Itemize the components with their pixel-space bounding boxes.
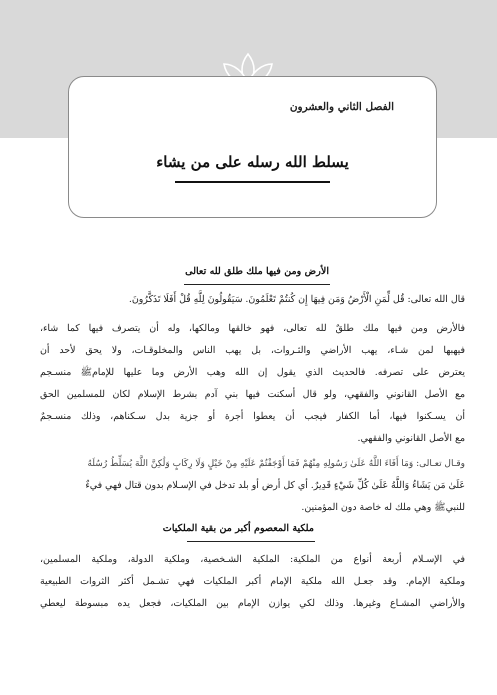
paragraph-line: في الإسـلام أربعة أنواع من الملكية: الملكية الشـخصية، وملكية الدولة، وملكية المسلمين، (40, 554, 465, 565)
paragraph-line: فيهبها لمن شـاء، يهب الأراضي والثـروات، بل يهب الناس والمخلوقـات، ولا يحق لأحد أن (40, 345, 465, 356)
chapter-header-box (68, 76, 437, 218)
section-heading-underline (184, 284, 330, 285)
paragraph-line: والأراضي المشـاع وغيرها. وذلك لكي يوازن الإمام بين الملكيات، فجعل يده مبسوطة ليعطي (40, 598, 465, 609)
paragraph-line: يعترض على تصرفه. فالحديث الذي يقول إن الله وهب الأرض وما عليها للإمامﷺ منسـجم (40, 367, 465, 378)
paragraph-line: فالأرض ومن فيها ملك طلقٌ لله تعالى، فهو خالقها ومالكها، وله أن يتصرف فيها كما شاء، (40, 323, 465, 334)
quran-verse-line: وقـال تعـالى: وَمَا أَفَاءَ اللَّهُ عَلَىٰ رَسُولِهِ مِنْهُمْ فَمَا أَوْجَفْتُمْ عَلَيْهِ مِنْ خَيْلٍ وَلَا رِكَابٍ وَلَٰكِنَّ اللَّهَ يُسَلِّطُ رُسُلَهُ (87, 459, 465, 469)
paragraph-line: وملكية الإمام. وقد جعـل الله ملكية الإمام أكبر الملكيات فهي تشـمل أكثر الثروات الطبيعية (40, 576, 465, 587)
paragraph-line: للنبيﷺ وهي ملك له خاصة دون المؤمنين. (301, 502, 465, 513)
chapter-number-label: الفصل الثاني والعشرون (289, 101, 394, 113)
section-heading-underline (187, 541, 315, 542)
paragraph-line: عَلَىٰ مَن يَشَاءُ وَاللَّهُ عَلَىٰ كُلِّ شَيْءٍ قَدِيرٌ. أي كل أرض أو بلد تدخل في الإسـلام بدون قتال فهي فيءٌ (85, 480, 465, 491)
paragraph-line: أن يسـكنوا فيها، أما الكفار فيجب أن يعطوا أجرة أو جزية بدل سـكناهم، وذلك منسـجمٌ (40, 411, 465, 422)
paragraph-line: مع الأصل القانوني والفقهي، ولو قال أسكنت فيها بني آدم بشرط الإسلام لكان للمسلمين الحق (40, 389, 465, 400)
paragraph-line: مع الأصل القانوني والفقهي. (357, 433, 465, 444)
chapter-title: يسلط الله رسله على من يشاء (156, 153, 349, 171)
section-heading-imam-ownership: ملكية المعصوم أكبر من بقية الملكيات (162, 523, 314, 534)
section-heading-land-ownership: الأرض ومن فيها ملك طلق لله تعالى (185, 266, 329, 277)
chapter-title-underline (175, 181, 330, 183)
paragraph-line: قال الله تعالى: قُل لِّمَنِ الْأَرْضُ وَمَن فِيهَا إِن كُنتُمْ تَعْلَمُونَ. سَيَقُولُونَ لِلَّهِ قُلْ أَفَلَا تَذَكَّرُونَ. (128, 294, 465, 305)
